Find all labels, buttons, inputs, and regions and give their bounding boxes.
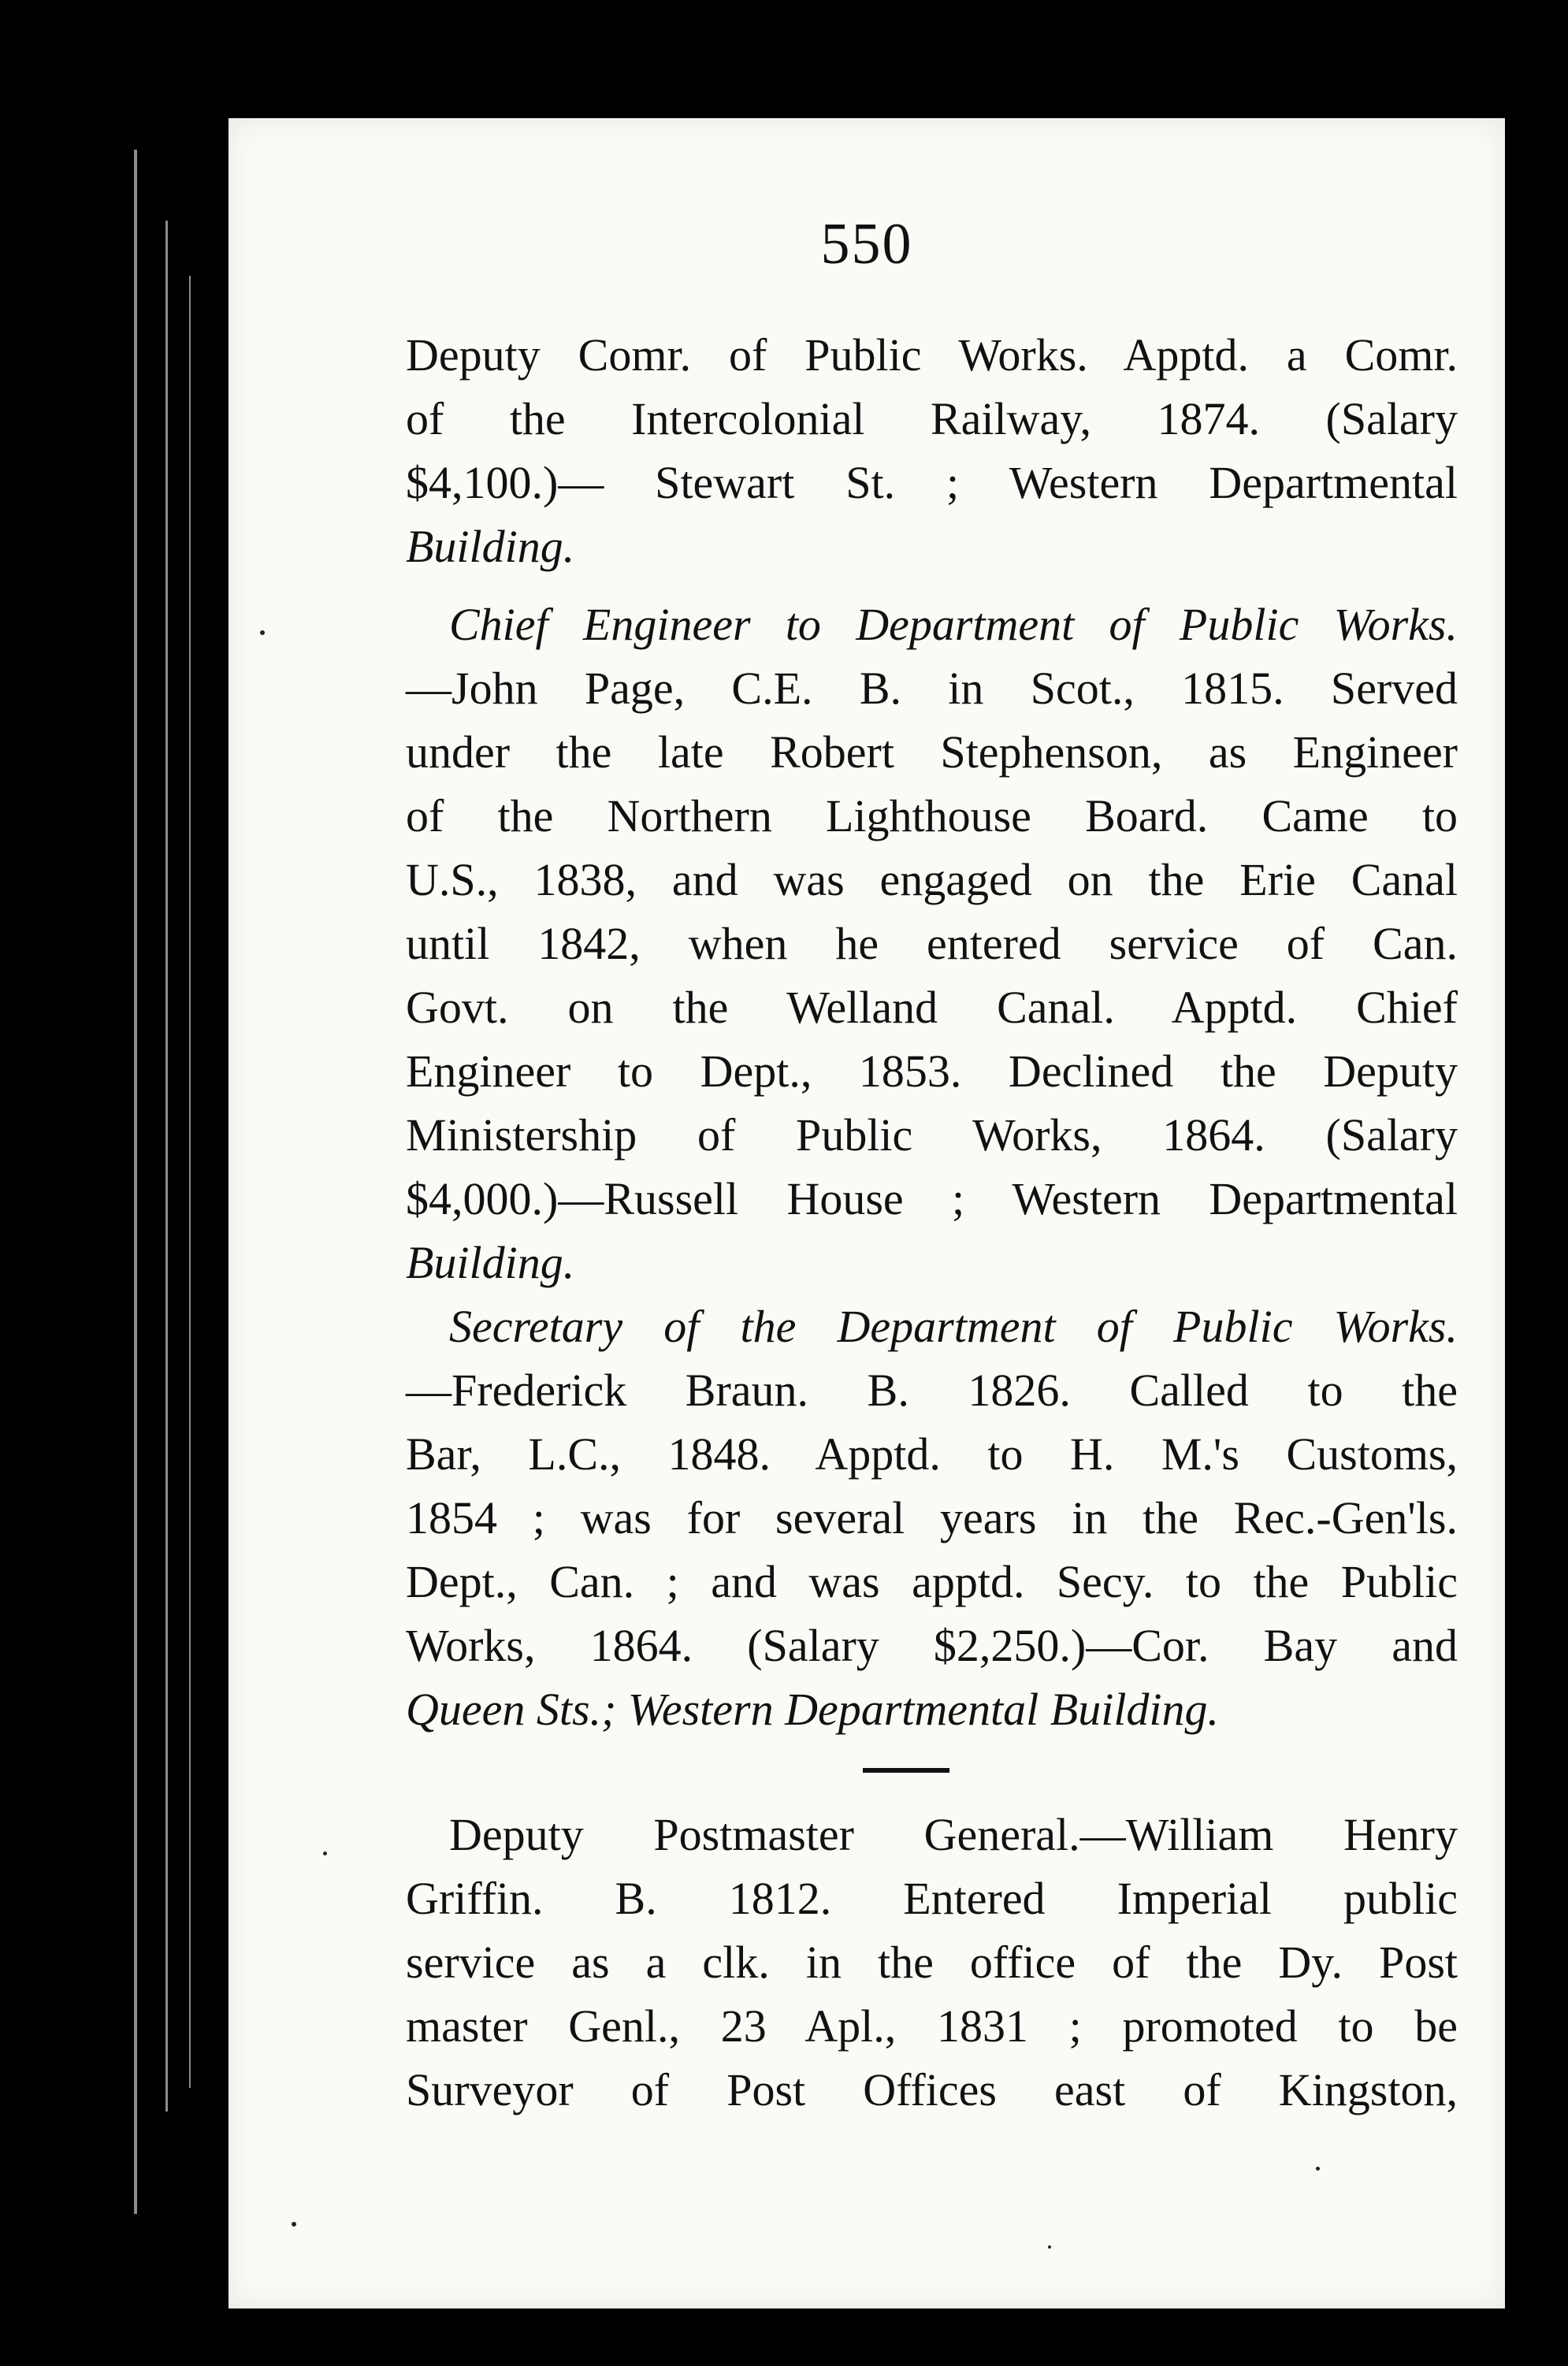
paragraph-gap [406, 578, 1458, 592]
text-line: —John Page, C.E. B. in Scot., 1815. Served [406, 663, 1458, 714]
entry-secretary-public-works [406, 1294, 1458, 1741]
page-number: 550 [820, 212, 913, 277]
entry-deputy-postmaster-general [406, 1803, 1458, 2122]
text-line: Surveyor of Post Offices east of Kingston, [406, 2064, 1458, 2115]
entry-heading: Secretary of the Department of Public Works. [449, 1301, 1458, 1352]
text-line: service as a clk. in the office of the Dy. Post [406, 1937, 1458, 1988]
text-line: $4,000.)—Russell House ; Western Departmental [406, 1173, 1458, 1224]
scan-speck [1316, 2167, 1320, 2171]
entry-chief-engineer [406, 592, 1458, 1294]
text-line: master Genl., 23 Apl., 1831 ; promoted to be [406, 2000, 1458, 2052]
text-line: Bar, L.C., 1848. Apptd. to H. M.'s Customs, [406, 1428, 1458, 1480]
text-line: Ministership of Public Works, 1864. (Salary [406, 1109, 1458, 1161]
section-divider-row [406, 1741, 1458, 1803]
scan-speck [260, 630, 265, 635]
text-line: Griffin. B. 1812. Entered Imperial public [406, 1873, 1458, 1924]
text-line: Dept., Can. ; and was apptd. Secy. to the Public [406, 1556, 1458, 1607]
text-line: Deputy Comr. of Public Works. Apptd. a Comr. [406, 329, 1458, 381]
scan-edge-line [165, 221, 168, 2112]
text-line: U.S., 1838, and was engaged on the Erie Canal [406, 854, 1458, 905]
section-divider [863, 1768, 949, 1773]
scan-speck [323, 1852, 327, 1855]
page-text [406, 323, 1458, 2122]
entry-heading: Deputy Postmaster General.—William Henry [449, 1809, 1458, 1860]
text-line: until 1842, when he entered service of Can. [406, 918, 1458, 969]
text-line: of the Northern Lighthouse Board. Came to [406, 790, 1458, 841]
text-line: of the Intercolonial Railway, 1874. (Salary [406, 393, 1458, 444]
scan-edge-line [189, 276, 191, 2088]
book-page [229, 118, 1505, 2308]
text-line: $4,100.)— Stewart St. ; Western Departmental [406, 457, 1458, 508]
entry-deputy-commissioner-continued [406, 323, 1458, 578]
entry-heading: Chief Engineer to Department of Public Works. [449, 599, 1458, 650]
text-line: 1854 ; was for several years in the Rec.-Gen'ls. [406, 1492, 1458, 1543]
text-line: Queen Sts.; Western Departmental Building. [406, 1684, 1220, 1735]
text-line: —Frederick Braun. B. 1826. Called to the [406, 1365, 1458, 1416]
text-line: Building. [406, 521, 575, 572]
scan-speck [292, 2222, 296, 2227]
scan-speck [1048, 2245, 1051, 2249]
text-line: Building. [406, 1237, 575, 1288]
scan-edge-line [134, 150, 137, 2214]
text-line: Works, 1864. (Salary $2,250.)—Cor. Bay and [406, 1620, 1458, 1671]
text-line: under the late Robert Stephenson, as Engineer [406, 726, 1458, 778]
text-line: Engineer to Dept., 1853. Declined the Deputy [406, 1046, 1458, 1097]
text-line: Govt. on the Welland Canal. Apptd. Chief [406, 982, 1458, 1033]
